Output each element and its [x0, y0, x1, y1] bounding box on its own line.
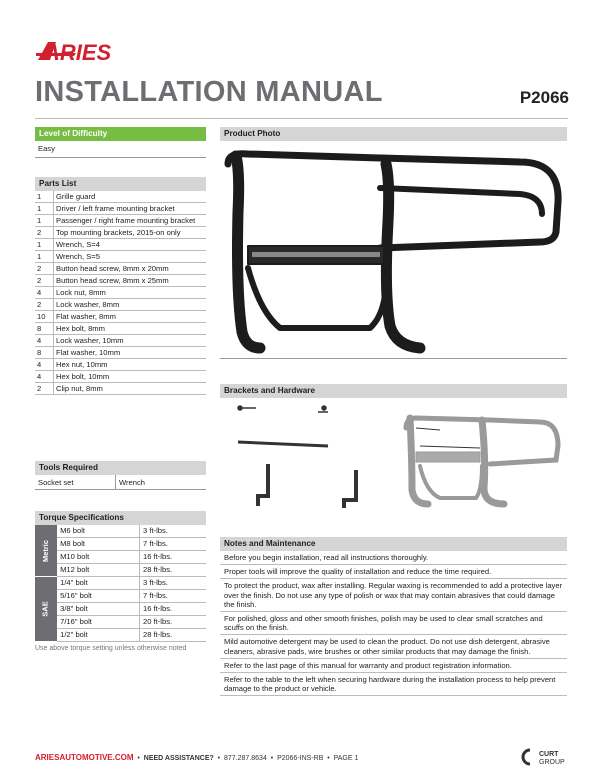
parts-row	[35, 323, 206, 335]
torque-group-label	[35, 525, 57, 577]
torque-group-name: Metric	[41, 539, 51, 562]
parts-row	[35, 371, 206, 383]
torque-row	[35, 564, 206, 577]
notes-heading: Notes and Maintenance	[220, 537, 567, 551]
curt-logo-line2: GROUP	[539, 759, 565, 766]
torque-heading: Torque Specifications	[35, 511, 206, 525]
parts-row	[35, 347, 206, 359]
part-qty: 8	[35, 347, 54, 359]
part-description: Driver / left frame mounting bracket	[54, 203, 207, 215]
torque-value: 7 ft-lbs.	[140, 538, 207, 551]
part-qty: 1	[35, 251, 54, 263]
torque-group-label	[35, 577, 57, 642]
parts-row	[35, 383, 206, 395]
part-qty: 2	[35, 275, 54, 287]
note-text: Proper tools will improve the quality of installation and reduce the time required.	[220, 565, 567, 579]
parts-table	[35, 191, 206, 395]
part-qty: 4	[35, 287, 54, 299]
torque-bolt: M12 bolt	[57, 564, 139, 577]
difficulty-heading: Level of Difficulty	[35, 127, 206, 141]
part-description: Passenger / right frame mounting bracket	[54, 215, 207, 227]
note-row	[220, 579, 567, 612]
hardware-section	[220, 384, 567, 398]
part-description: Lock washer, 8mm	[54, 299, 207, 311]
torque-row	[35, 616, 206, 629]
assist-label: NEED ASSISTANCE?	[143, 755, 214, 762]
tools-section	[35, 461, 206, 490]
parts-row	[35, 239, 206, 251]
grille-guard-image	[220, 142, 567, 360]
tool-item: Wrench	[116, 475, 207, 490]
tools-heading: Tools Required	[35, 461, 206, 475]
tool-item: Socket set	[35, 475, 116, 490]
product-photo-heading: Product Photo	[220, 127, 567, 141]
torque-row	[35, 538, 206, 551]
part-qty: 4	[35, 371, 54, 383]
part-description: Hex nut, 10mm	[54, 359, 207, 371]
difficulty-value: Easy	[35, 141, 206, 158]
torque-row	[35, 629, 206, 642]
torque-value: 3 ft-lbs.	[140, 525, 207, 538]
phone-number: 877.287.8634	[224, 755, 267, 762]
torque-bolt: M10 bolt	[57, 551, 139, 564]
part-description: Flat washer, 8mm	[54, 311, 207, 323]
part-description: Button head screw, 8mm x 25mm	[54, 275, 207, 287]
product-photo-section	[220, 127, 567, 141]
note-text: Refer to the last page of this manual for warranty and product registration information.	[220, 658, 567, 672]
footer: ARIESAUTOMOTIVE.COM • NEED ASSISTANCE? • 877.287.8634 • P2066-INS-RB • PAGE 1	[35, 753, 359, 762]
part-qty: 2	[35, 227, 54, 239]
parts-row	[35, 251, 206, 263]
tools-table	[35, 475, 206, 490]
note-row	[220, 658, 567, 672]
torque-bolt: 1/4" bolt	[57, 577, 139, 590]
note-row	[220, 551, 567, 565]
parts-row	[35, 287, 206, 299]
part-qty: 2	[35, 383, 54, 395]
torque-value: 16 ft-lbs.	[140, 551, 207, 564]
note-text: For polished, gloss and other smooth finishes, polish may be used to clear small scratches and scuffs on the finish.	[220, 612, 567, 635]
part-description: Wrench, S=5	[54, 251, 207, 263]
note-row	[220, 565, 567, 579]
parts-list-section	[35, 177, 206, 395]
part-description: Clip nut, 8mm	[54, 383, 207, 395]
logo-text: ARIES	[44, 40, 112, 64]
part-description: Lock washer, 10mm	[54, 335, 207, 347]
torque-bolt: M8 bolt	[57, 538, 139, 551]
torque-bolt: 7/16" bolt	[57, 616, 139, 629]
torque-value: 16 ft-lbs.	[140, 603, 207, 616]
parts-row	[35, 227, 206, 239]
part-qty: 1	[35, 239, 54, 251]
hardware-heading: Brackets and Hardware	[220, 384, 567, 398]
note-text: Refer to the table to the left when securing hardware during the installation process to help prevent damage to the product or vehicle.	[220, 673, 567, 696]
part-qty: 8	[35, 323, 54, 335]
part-description: Button head screw, 8mm x 20mm	[54, 263, 207, 275]
document-title: INSTALLATION MANUAL	[35, 76, 383, 108]
parts-row	[35, 299, 206, 311]
parts-row	[35, 191, 206, 203]
document-code: P2066-INS-RB	[277, 755, 324, 762]
notes-table	[220, 551, 567, 696]
parts-row	[35, 263, 206, 275]
part-qty: 4	[35, 335, 54, 347]
torque-value: 20 ft-lbs.	[140, 616, 207, 629]
website-link[interactable]: ARIESAUTOMOTIVE.COM	[35, 753, 134, 762]
part-qty: 2	[35, 263, 54, 275]
part-qty: 10	[35, 311, 54, 323]
part-description: Hex bolt, 8mm	[54, 323, 207, 335]
parts-row	[35, 275, 206, 287]
note-row	[220, 673, 567, 696]
parts-row	[35, 215, 206, 227]
part-description: Top mounting brackets, 2015-on only	[54, 227, 207, 239]
torque-section	[35, 511, 206, 652]
aries-logo	[36, 38, 136, 64]
part-description: Flat washer, 10mm	[54, 347, 207, 359]
torque-row	[35, 551, 206, 564]
torque-table	[35, 525, 206, 642]
torque-row	[35, 590, 206, 603]
note-row	[220, 612, 567, 635]
torque-row	[35, 577, 206, 590]
curt-logo-line1: CURT	[539, 751, 559, 758]
brackets-hardware-image	[220, 400, 567, 518]
difficulty-section	[35, 127, 206, 158]
torque-row	[35, 603, 206, 616]
part-description: Hex bolt, 10mm	[54, 371, 207, 383]
torque-group-name: SAE	[41, 601, 51, 617]
torque-row	[35, 525, 206, 538]
page-number: PAGE 1	[333, 755, 359, 762]
parts-row	[35, 335, 206, 347]
torque-value: 7 ft-lbs.	[140, 590, 207, 603]
torque-note: Use above torque setting unless otherwise noted	[35, 645, 187, 652]
torque-value: 28 ft-lbs.	[140, 564, 207, 577]
notes-section	[220, 537, 567, 696]
part-qty: 1	[35, 203, 54, 215]
note-text: To protect the product, wax after installing. Regular waxing is recommended to add a protective layer over the finish. Do not use any type of polish or wax that may contain abrasives that could damage the finish.	[220, 579, 567, 612]
part-description: Grille guard	[54, 191, 207, 203]
part-qty: 4	[35, 359, 54, 371]
parts-row	[35, 203, 206, 215]
parts-row	[35, 311, 206, 323]
part-description: Lock nut, 8mm	[54, 287, 207, 299]
note-text: Mild automotive detergent may be used to clean the product. Do not use dish detergent, abrasive cleaners, abrasive pads, wire brushes or other similar products that may damage the finish.	[220, 635, 567, 658]
part-qty: 1	[35, 191, 54, 203]
part-description: Wrench, S=4	[54, 239, 207, 251]
torque-value: 28 ft-lbs.	[140, 629, 207, 642]
torque-bolt: 1/2" bolt	[57, 629, 139, 642]
torque-bolt: M6 bolt	[57, 525, 139, 538]
parts-row	[35, 359, 206, 371]
title-divider	[35, 118, 568, 119]
parts-list-heading: Parts List	[35, 177, 206, 191]
part-qty: 2	[35, 299, 54, 311]
curt-group-logo	[521, 747, 569, 767]
note-text: Before you begin installation, read all instructions thoroughly.	[220, 551, 567, 565]
tools-row	[35, 475, 206, 490]
part-qty: 1	[35, 215, 54, 227]
torque-value: 3 ft-lbs.	[140, 577, 207, 590]
torque-bolt: 5/16" bolt	[57, 590, 139, 603]
torque-bolt: 3/8" bolt	[57, 603, 139, 616]
note-row	[220, 635, 567, 658]
part-number: P2066	[519, 88, 569, 107]
